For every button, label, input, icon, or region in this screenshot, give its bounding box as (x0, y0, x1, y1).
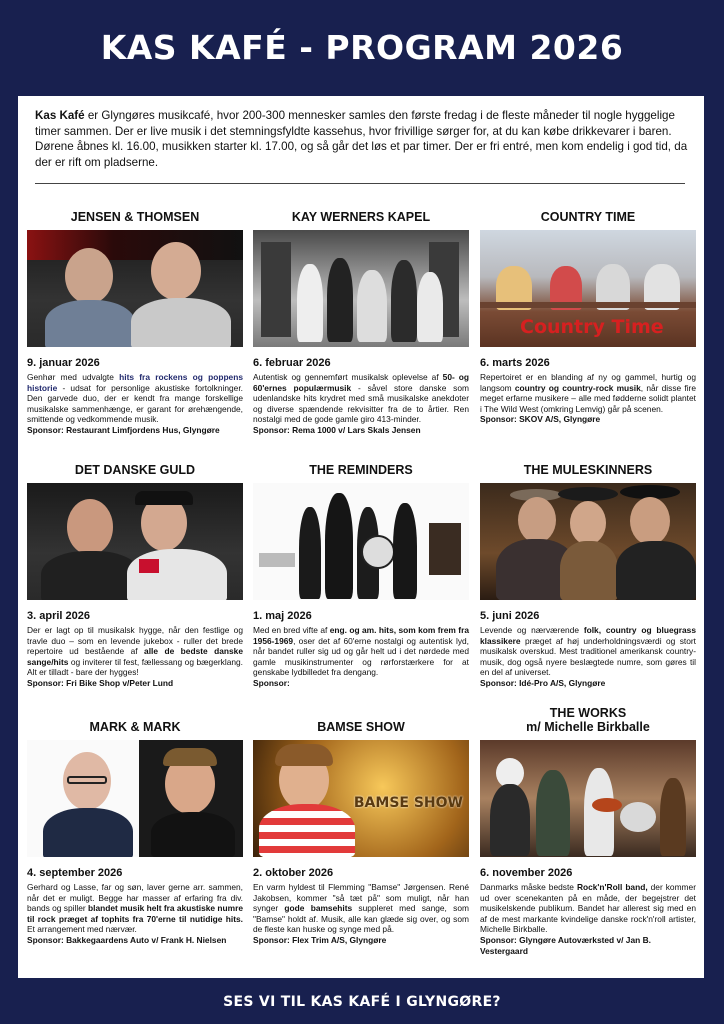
event-card-det-danske-guld (27, 449, 243, 689)
event-card-country-time (480, 196, 696, 425)
event-card-mark-mark (27, 706, 243, 946)
event-sponsor: Sponsor: Bakkegaardens Auto v/ Frank H. Nielsen (27, 934, 227, 945)
event-card-kay-werners-kapel (253, 196, 469, 436)
event-sponsor: Sponsor: Idé-Pro A/S, Glyngøre (480, 677, 606, 688)
event-photo (253, 483, 469, 600)
intro-divider (35, 183, 685, 184)
event-sponsor: Sponsor: Rema 1000 v/ Lars Skals Jensen (253, 424, 421, 435)
event-sponsor: Sponsor: Fri Bike Shop v/Peter Lund (27, 677, 174, 688)
program-sheet (18, 96, 704, 978)
event-description: Autentisk og gennemført musikalsk oplevelse af 50- og 60'ernes populærmusik - såvel store danske som udenlandske hits krydret med små musikalske anekdoter og diverse spændende rekvisitter fra de to årtier. Ren nostalgi med de gode gamle giro 413-minder. (253, 372, 470, 425)
photo-caption: Country Time (520, 316, 664, 338)
event-description: Med en bred vifte af eng. og am. hits, som kom frem fra 1956-1969, oser det af 60'erne nostalgi og autentisk lyd, når bandet ruller sig ud og går helt ud i det nørdede med gamle musikinstrumenter og rørforstærkere for at genskabe lydbilledet fra dengang. (253, 625, 469, 678)
event-description: En varm hyldest til Flemming "Bamse" Jørgensen. René Jakobsen, kommer "så tæt på" som muligt, når han synger gode bamsehits suppleret med sange, som "Bamse" holdt af. Musik, alle kan glæde sig over, og som de fleste kan huske og synge med på. (253, 882, 469, 935)
event-date: 5. juni 2026 (480, 610, 540, 622)
event-description: Genhør med udvalgte hits fra rockens og poppens historie - udsat for personlige akustiske fortolkninger. Den garvede duo, der er kendt fra mange forskellige musikalske sammenhænge, er garant for ørehængende, smittende og vedkommende musik. (27, 372, 243, 425)
event-title: THE MULESKINNERS (523, 463, 653, 477)
event-sponsor: Sponsor: SKOV A/S, Glyngøre (480, 414, 601, 425)
event-date: 2. oktober 2026 (253, 867, 334, 879)
event-date: 9. januar 2026 (27, 357, 100, 369)
intro-paragraph (35, 108, 690, 170)
event-sponsor: Sponsor: Restaurant Limfjordens Hus, Glyngøre (27, 424, 220, 435)
event-photo (27, 740, 243, 857)
event-card-the-reminders (253, 449, 469, 689)
event-date: 6. marts 2026 (480, 357, 550, 369)
event-date: 3. april 2026 (27, 610, 90, 622)
page-header (0, 0, 724, 95)
event-photo (480, 483, 696, 600)
event-card-the-muleskinners (480, 449, 696, 689)
event-photo (253, 230, 469, 347)
event-sponsor: Sponsor: Flex Trim A/S, Glyngøre (253, 934, 387, 945)
intro-venue-name: Kas Kafé (35, 109, 85, 122)
event-title: THE WORKS m/ Michelle Birkballe (480, 706, 696, 734)
event-title: COUNTRY TIME (540, 210, 636, 224)
event-date: 4. september 2026 (27, 867, 123, 879)
event-date: 6. februar 2026 (253, 357, 331, 369)
event-title: MARK & MARK (89, 720, 181, 734)
event-subtitle: m/ Michelle Birkballe (526, 720, 650, 734)
event-sponsor: Sponsor: Glyngøre Autoværksted v/ Jan B. Vestergaard (480, 934, 651, 956)
event-photo (27, 230, 243, 347)
intro-text: er Glyngøres musikcafé, hvor 200-300 mennesker samles den første fredag i de fleste måneder til nogle hyggelige timer sammen. Der er live musik i det stemningsfyldte kassehus, hvor frivillige sørger for, at du kan købe drikkevarer i baren. Dørene åbnes kl. 16.00, musikken starter kl. 17.00, og så går det løs et par timer. Der er fri entré, men kom endelig i god tid, da der er rift om pladserne. (35, 109, 688, 169)
event-description: Der er lagt op til musikalsk hygge, når den festlige og travle duo – som en levende jukebox - ruller det brede repertoire ud bestående af alle de bedste danske sange/hits og inviterer til fest, fællessang og bægerklang. Alt er tilladt - bare der hygges! (27, 625, 243, 678)
event-photo (480, 740, 696, 857)
event-card-the-works (480, 706, 696, 956)
event-card-bamse-show (253, 706, 469, 946)
event-title: THE REMINDERS (309, 463, 413, 477)
event-description: Gerhard og Lasse, far og søn, laver gerne arr. sammen, når det er muligt. Begge har masser af erfaring fra div. bands og spiller blandet musik helt fra akustiske numre til rock præget af tophits fra 70'erne til nutidige hits. Et arrangement med nærvær. (27, 882, 243, 935)
page-title: KAS KAFÉ - PROGRAM 2026 (100, 28, 624, 67)
event-description: Danmarks måske bedste Rock'n'Roll band, der kommer ud over scenekanten på en måde, der begejstrer det musikelskende publikum. Bandet har allerest sig med en af de mest markante kvindelige danske rock'n'roll artister, Michelle Birkballe. (480, 882, 696, 935)
event-card-jensen-thomsen (27, 196, 243, 436)
event-date: 6. november 2026 (480, 867, 573, 879)
event-sponsor: Sponsor: (253, 677, 290, 688)
event-title: KAY WERNERS KAPEL (291, 210, 431, 224)
event-photo (480, 230, 696, 347)
event-date: 1. maj 2026 (253, 610, 312, 622)
page-footer: SES VI TIL KAS KAFÉ I GLYNGØRE? (223, 994, 501, 1010)
event-photo (253, 740, 469, 857)
event-photo (27, 483, 243, 600)
photo-caption: BAMSE SHOW (353, 795, 463, 811)
event-title: JENSEN & THOMSEN (70, 210, 200, 224)
event-title: DET DANSKE GULD (74, 463, 196, 477)
event-description: Levende og nærværende folk, country og bluegrass klassikere præget af høj underholdningsværdi og stort musikalsk overskud. Mest traditionel amerikansk country-musik, dog også nyere beslægtede numre, som gøres til en del af universet. (480, 625, 696, 678)
event-title: BAMSE SHOW (317, 720, 405, 734)
event-description: Repertoiret er en blanding af ny og gammel, hurtig og langsom country og country-rock musik, når disse fire meget erfarne musikere – alle med fødderne solidt plantet i The Wild West (omkring Lemvig) går på scenen. (480, 372, 696, 414)
